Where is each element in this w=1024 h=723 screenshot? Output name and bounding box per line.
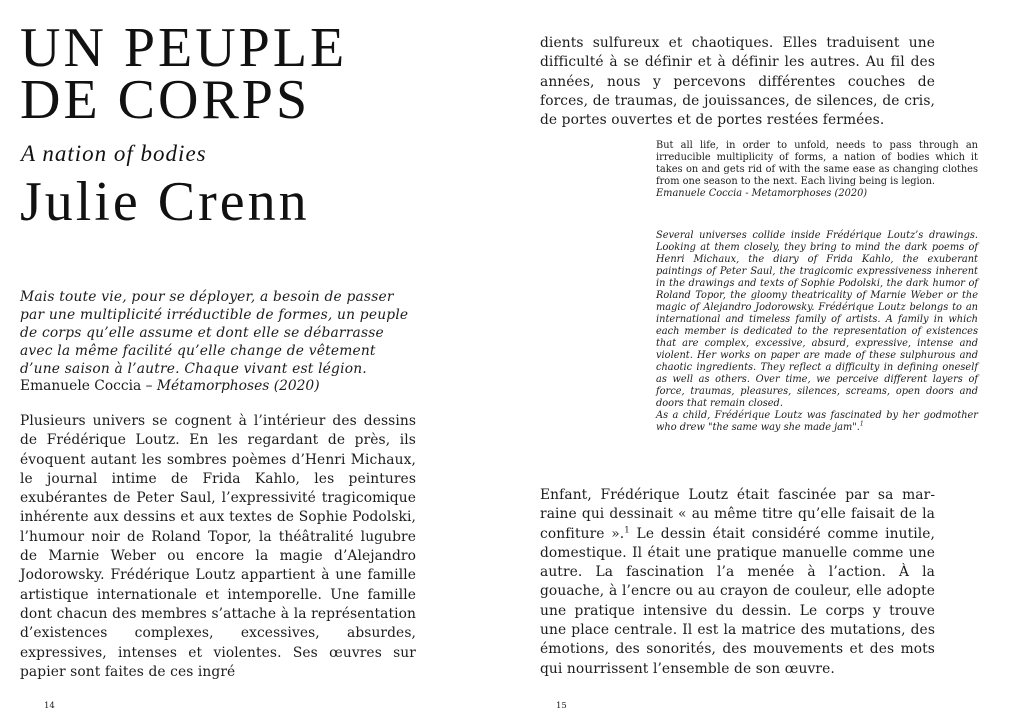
body-paragraph-right-top: dients sulfureux et chaotiques. Elles traduisent une difficulté à se définir et à définir les autres. Au fil des années, nous y percevons différentes couches de forces, de traumas, de jouissances, de silences, de cris, de portes ouvertes et de portes restées fermées. bbox=[540, 35, 935, 129]
body-paragraph-right-bottom bbox=[540, 486, 935, 679]
page-number-right: 15 bbox=[556, 701, 567, 711]
translated-epigraph-citation: Emanuele Coccia - Metamorphoses (2020) bbox=[656, 188, 868, 199]
footnote-marker: 1 bbox=[859, 420, 864, 428]
translation-paragraph-2-text: As a child, Frédérique Loutz was fascinated by her godmother who drew "the same way she made jam". bbox=[656, 410, 978, 433]
title-line-2: DE CORPS bbox=[20, 69, 311, 131]
translated-epigraph-text: But all life, in order to unfold, needs to pass through an irreducible multiplicity of forms, a nation of bodies which it takes on and gets rid of with the same ease as changing clothes from one season to the next. Each living being is legion. bbox=[656, 140, 978, 187]
page-number-left: 14 bbox=[44, 701, 55, 711]
footnote-marker: 1 bbox=[624, 525, 630, 535]
title-line-1: UN PEUPLE bbox=[20, 17, 348, 79]
translation-paragraph-2 bbox=[656, 410, 978, 434]
right-page bbox=[512, 0, 1024, 723]
epigraph-citation-work: Métamorphoses (2020) bbox=[156, 378, 320, 394]
author-name: Julie Crenn bbox=[20, 171, 310, 233]
english-translation bbox=[656, 230, 978, 434]
article-title bbox=[20, 17, 348, 131]
body-right-bottom-part-2: Le dessin était considéré comme inutile, domestique. Il était une pratique manuelle comme une autre. La fascination l’a menée à l’action. À la gouache, à l’encre ou au crayon de couleur, elle adopte une pratique intensive du dessin. Le corps y trouve une place centrale. Il est la matrice des mutations, des émotions, des sonorités, des mouvements et des mots qui nourrissent l’ensemble de son œuvre. bbox=[540, 525, 935, 677]
epigraph-citation-author: Emanuele Coccia – bbox=[20, 378, 153, 394]
body-right-bottom-part-1: Enfant, Frédérique Loutz était fascinée par sa marraine qui dessinait « au même titre qu’elle faisait de la confiture ». bbox=[540, 487, 935, 542]
translated-epigraph bbox=[656, 140, 978, 200]
translation-paragraph-1: Several universes collide inside Frédérique Loutz’s drawings. Looking at them closely, they bring to mind the dark poems of Henri Michaux, the diary of Frida Kahlo, the exuberant paintings of Peter Saul, the tragicomic expressiveness inherent in the drawings and texts of Sophie Podolski, the dark humor of Roland Topor, the gloomy theatricality of Marnie Weber or the magic of Alejandro Jodorowsky. Frédérique Loutz belongs to an international and timeless family of artists. A family in which each member is dedicated to the representation of existences that are complex, excessive, absurd, expressive, intense and violent. Her works on paper are made of these sulphurous and chaotic ingredients. They reflect a difficulty in defining oneself as well as others. Over time, we perceive different layers of force, traumas, pleasures, silences, screams, open doors and doors that remain closed. bbox=[656, 230, 978, 409]
body-paragraph-left: Plusieurs univers se cognent à l’intérieur des dessins de Frédérique Loutz. En les regardant de près, ils évoquent autant les sombres poèmes d’Henri Michaux, le journal intime de Frida Kahlo, les peintures exubérantes de Peter Saul, l’expressivité tragicomique inhérente aux dessins et aux textes de Sophie Podolski, l’humour noir de Roland Topor, la théâtralité lugubre de Marnie Weber ou encore la magie d’Alejandro Jodorowsky. Frédérique Loutz appartient à une famille artistique internationale et intemporelle. Une famille dont chacun des membres s’attache à la représentation d’existences complexes, excessives, absurdes, expressives, intenses et violentes. Ses œuvres sur papier sont faites de ces ingré bbox=[20, 413, 416, 680]
epigraph-citation bbox=[20, 377, 416, 395]
article-subtitle: A nation of bodies bbox=[21, 141, 207, 166]
epigraph-text: Mais toute vie, pour se déployer, a besoin de passer par une multiplicité irréductible de formes, un peuple de corps qu’elle assume et dont elle se débarrasse avec la même facilité qu’elle change de vêtement d’une saison à l’autre. Chaque vivant est légion. bbox=[20, 289, 409, 377]
